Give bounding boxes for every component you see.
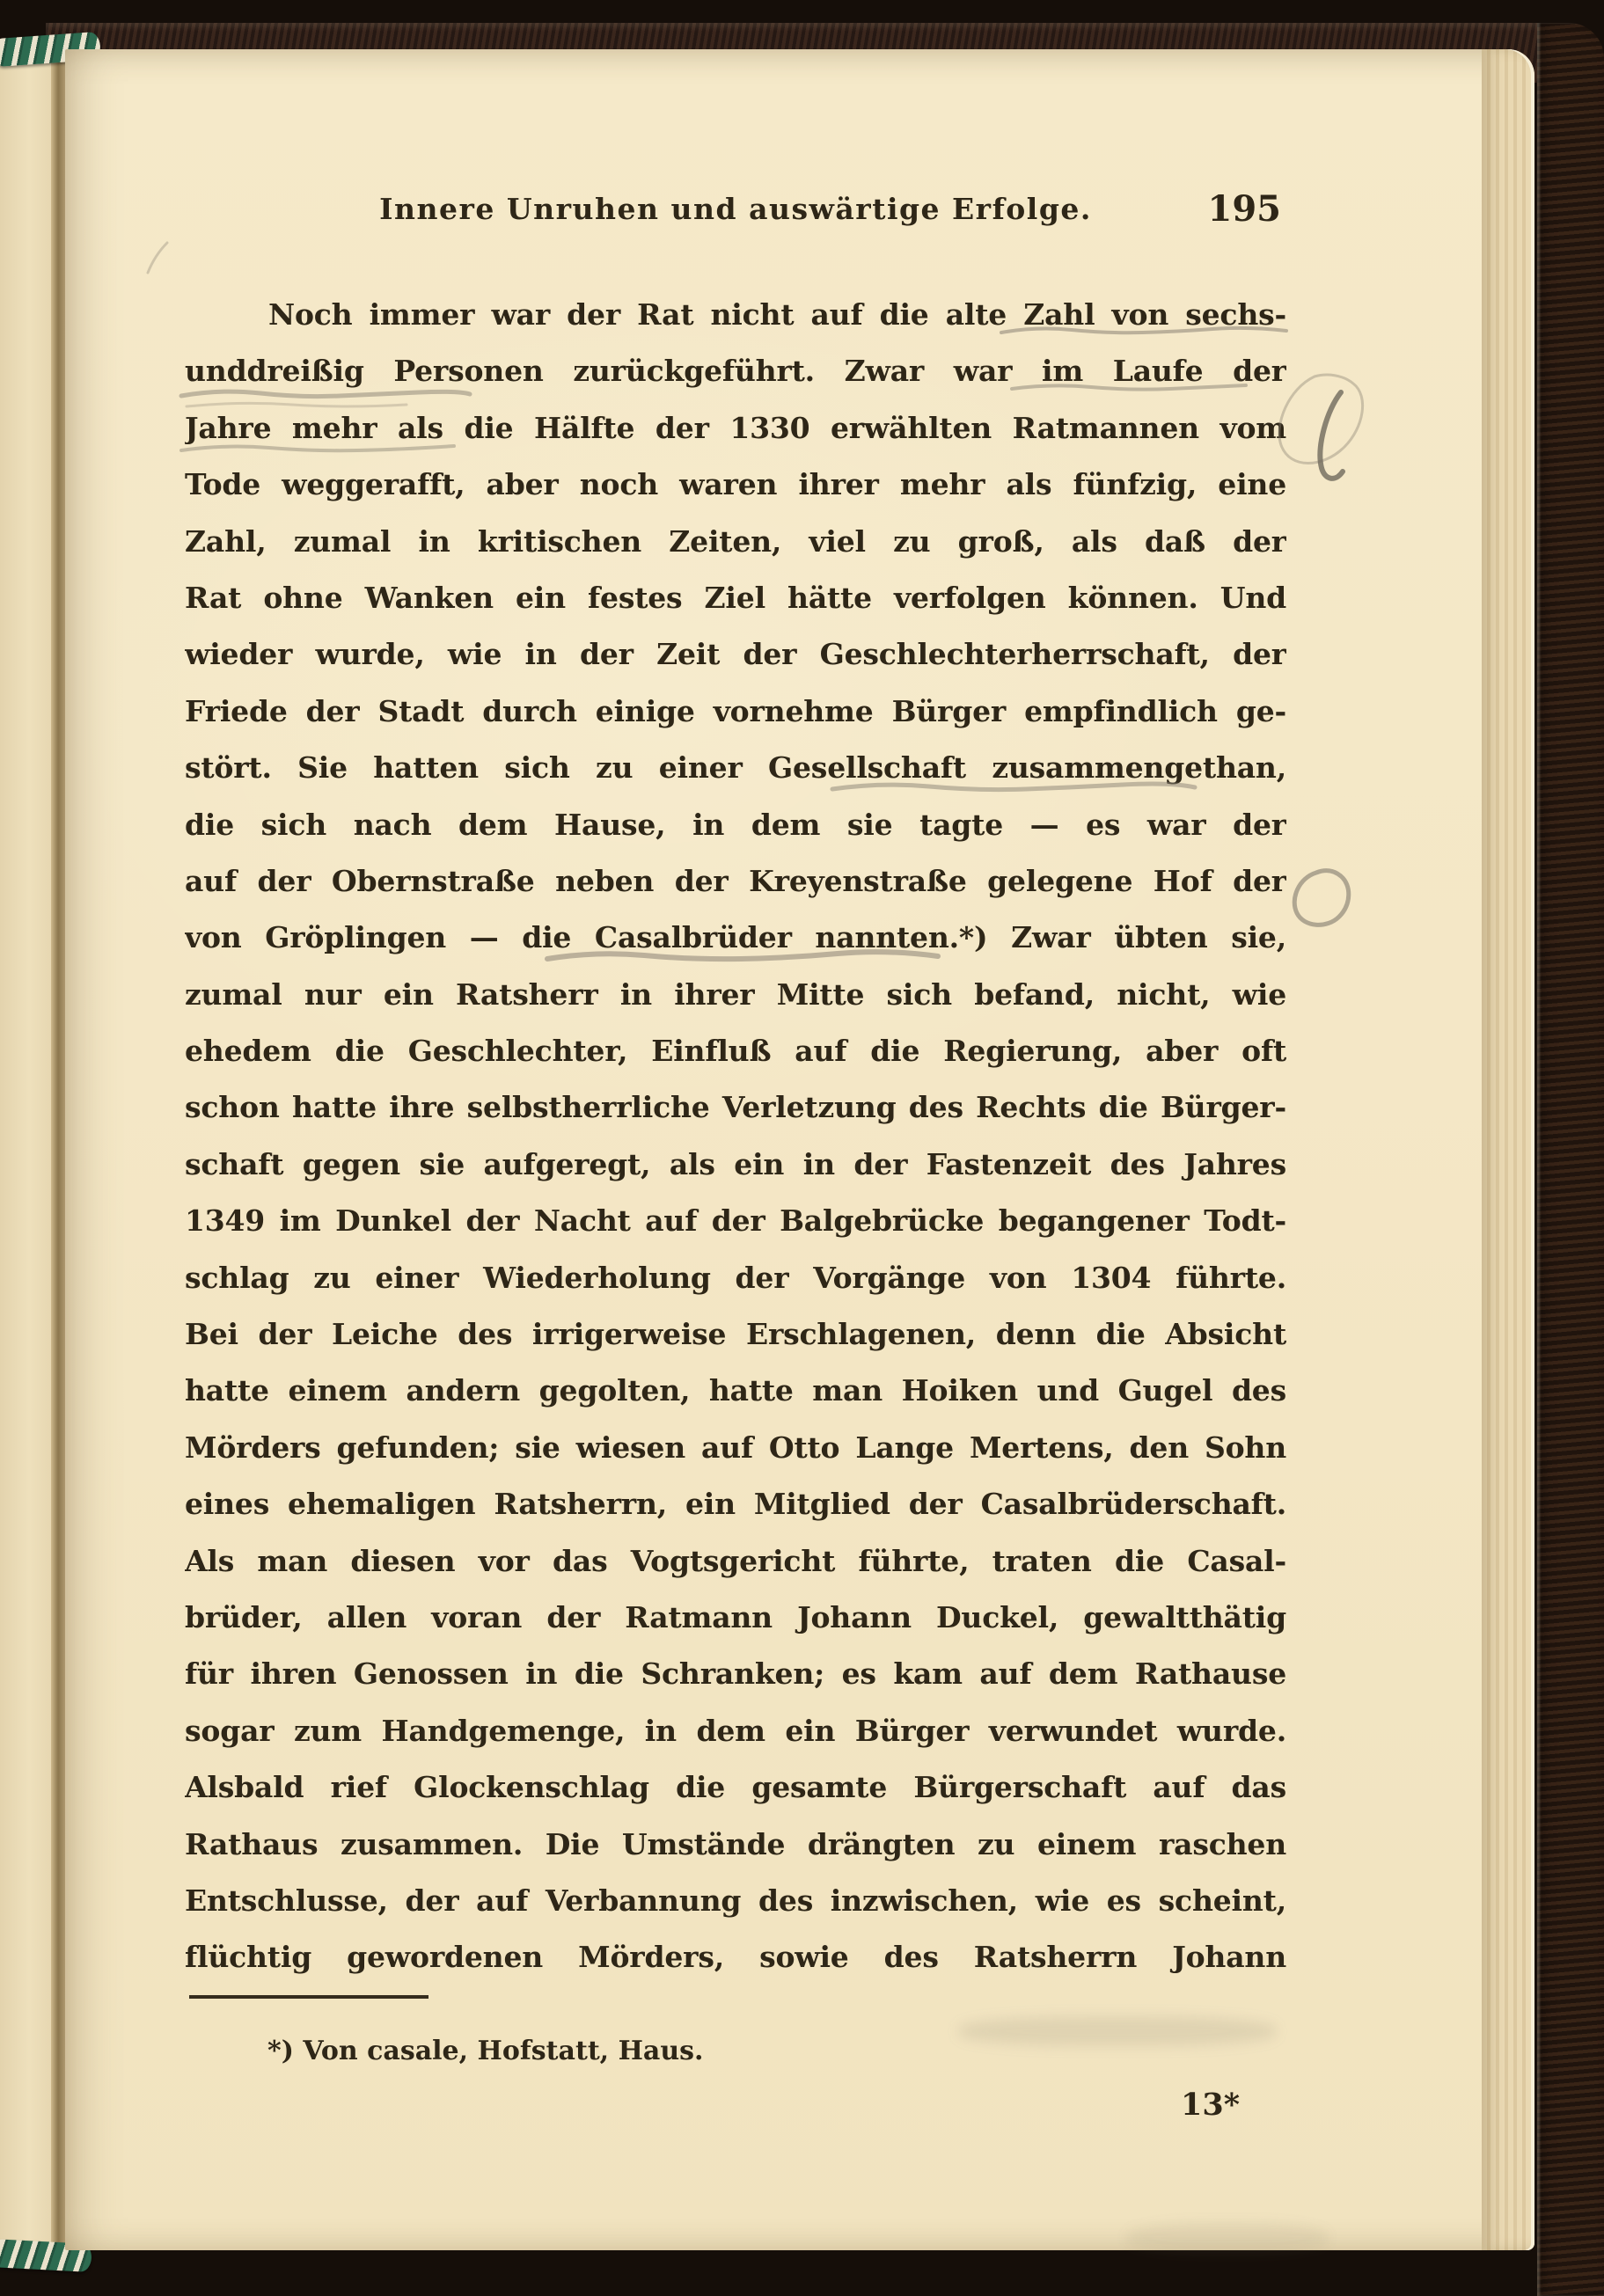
text-line: auf der Obernstraße neben der Kreyenstraße gelegene Hof der: [185, 863, 1286, 898]
text-line: Tode weggerafft, aber noch waren ihrer mehr als fünfzig, eine: [185, 467, 1286, 502]
text-line: wieder wurde, wie in der Zeit der Geschlechterherrschaft, der: [185, 637, 1286, 672]
text-line: Friede der Stadt durch einige vornehme Bürger empfindlich ge-: [185, 693, 1286, 728]
text-line: 1349 im Dunkel der Nacht auf der Balgebrücke begangener Todt-: [185, 1203, 1286, 1239]
body-text: [185, 287, 1286, 1986]
text-line: flüchtig gewordenen Mörders, sowie des Ratsherrn Johann: [185, 1940, 1286, 1975]
text-line: schaft gegen sie aufgeregt, als ein in der Fastenzeit des Jahres: [185, 1146, 1286, 1181]
page: [65, 49, 1534, 2250]
running-header-title: Innere Unruhen und auswärtige Erfolge.: [379, 192, 1092, 226]
text-line: Entschlusse, der auf Verbannung des inzwischen, wie es scheint,: [185, 1883, 1286, 1918]
text-line: Bei der Leiche des irrigerweise Erschlagenen, denn die Absicht: [185, 1317, 1286, 1352]
text-line: Als man diesen vor das Vogtsgericht führte, traten die Casal-: [185, 1543, 1286, 1578]
text-line: die sich nach dem Hause, in dem sie tagte — es war der: [185, 807, 1286, 842]
text-line: hatte einem andern gegolten, hatte man Hoiken und Gugel des: [185, 1373, 1286, 1408]
text-line: zumal nur ein Ratsherr in ihrer Mitte sich befand, nicht, wie: [185, 976, 1286, 1012]
text-line: Zahl, zumal in kritischen Zeiten, viel zu groß, als daß der: [185, 523, 1286, 559]
page-fore-edge: [1482, 49, 1534, 2250]
text-line: eines ehemaligen Ratsherrn, ein Mitglied der Casalbrüderschaft.: [185, 1487, 1286, 1522]
text-line: Jahre mehr als die Hälfte der 1330 erwählten Ratmannen vom: [185, 410, 1286, 445]
text-line: stört. Sie hatten sich zu einer Gesellschaft zusammengethan,: [185, 750, 1286, 786]
text-line: für ihren Genossen in die Schranken; es kam auf dem Rathause: [185, 1656, 1286, 1692]
signature-mark: 13*: [1181, 2087, 1241, 2123]
text-line: brüder, allen voran der Ratmann Johann Duckel, gewaltthätig: [185, 1599, 1286, 1634]
text-line: schlag zu einer Wiederholung der Vorgänge von 1304 führte.: [185, 1260, 1286, 1295]
page-number: 195: [1207, 188, 1281, 230]
text-line: schon hatte ihre selbstherrliche Verletzung des Rechts die Bürger-: [185, 1090, 1286, 1125]
text-line: Rathaus zusammen. Die Umstände drängten zu einem raschen: [185, 1826, 1286, 1861]
ink-ghost-smudge: [1126, 2222, 1329, 2254]
text-line: Rat ohne Wanken ein festes Ziel hätte verfolgen können. Und: [185, 580, 1286, 615]
footnote-rule: [189, 1995, 428, 1999]
ink-ghost-smudge: [959, 2016, 1276, 2046]
text-line: Noch immer war der Rat nicht auf die alte Zahl von sechs-: [268, 297, 1286, 332]
text-line: Mörders gefunden; sie wiesen auf Otto Lange Mertens, den Sohn: [185, 1430, 1286, 1465]
text-line: sogar zum Handgemenge, in dem ein Bürger verwundet wurde.: [185, 1713, 1286, 1748]
running-header: [185, 188, 1286, 236]
text-line: ehedem die Geschlechter, Einfluß auf die Regierung, aber oft: [185, 1034, 1286, 1069]
book-cover-right-edge: [1537, 23, 1604, 2296]
footnote-text: *) Von casale, Hofstatt, Haus.: [267, 2036, 704, 2066]
text-line: unddreißig Personen zurückgeführt. Zwar war im Laufe der: [185, 354, 1286, 389]
text-line: Alsbald rief Glockenschlag die gesamte Bürgerschaft auf das: [185, 1770, 1286, 1805]
facing-page-edge: [0, 51, 53, 2247]
text-line: von Gröplingen — die Casalbrüder nannten.*) Zwar übten sie,: [185, 920, 1286, 955]
